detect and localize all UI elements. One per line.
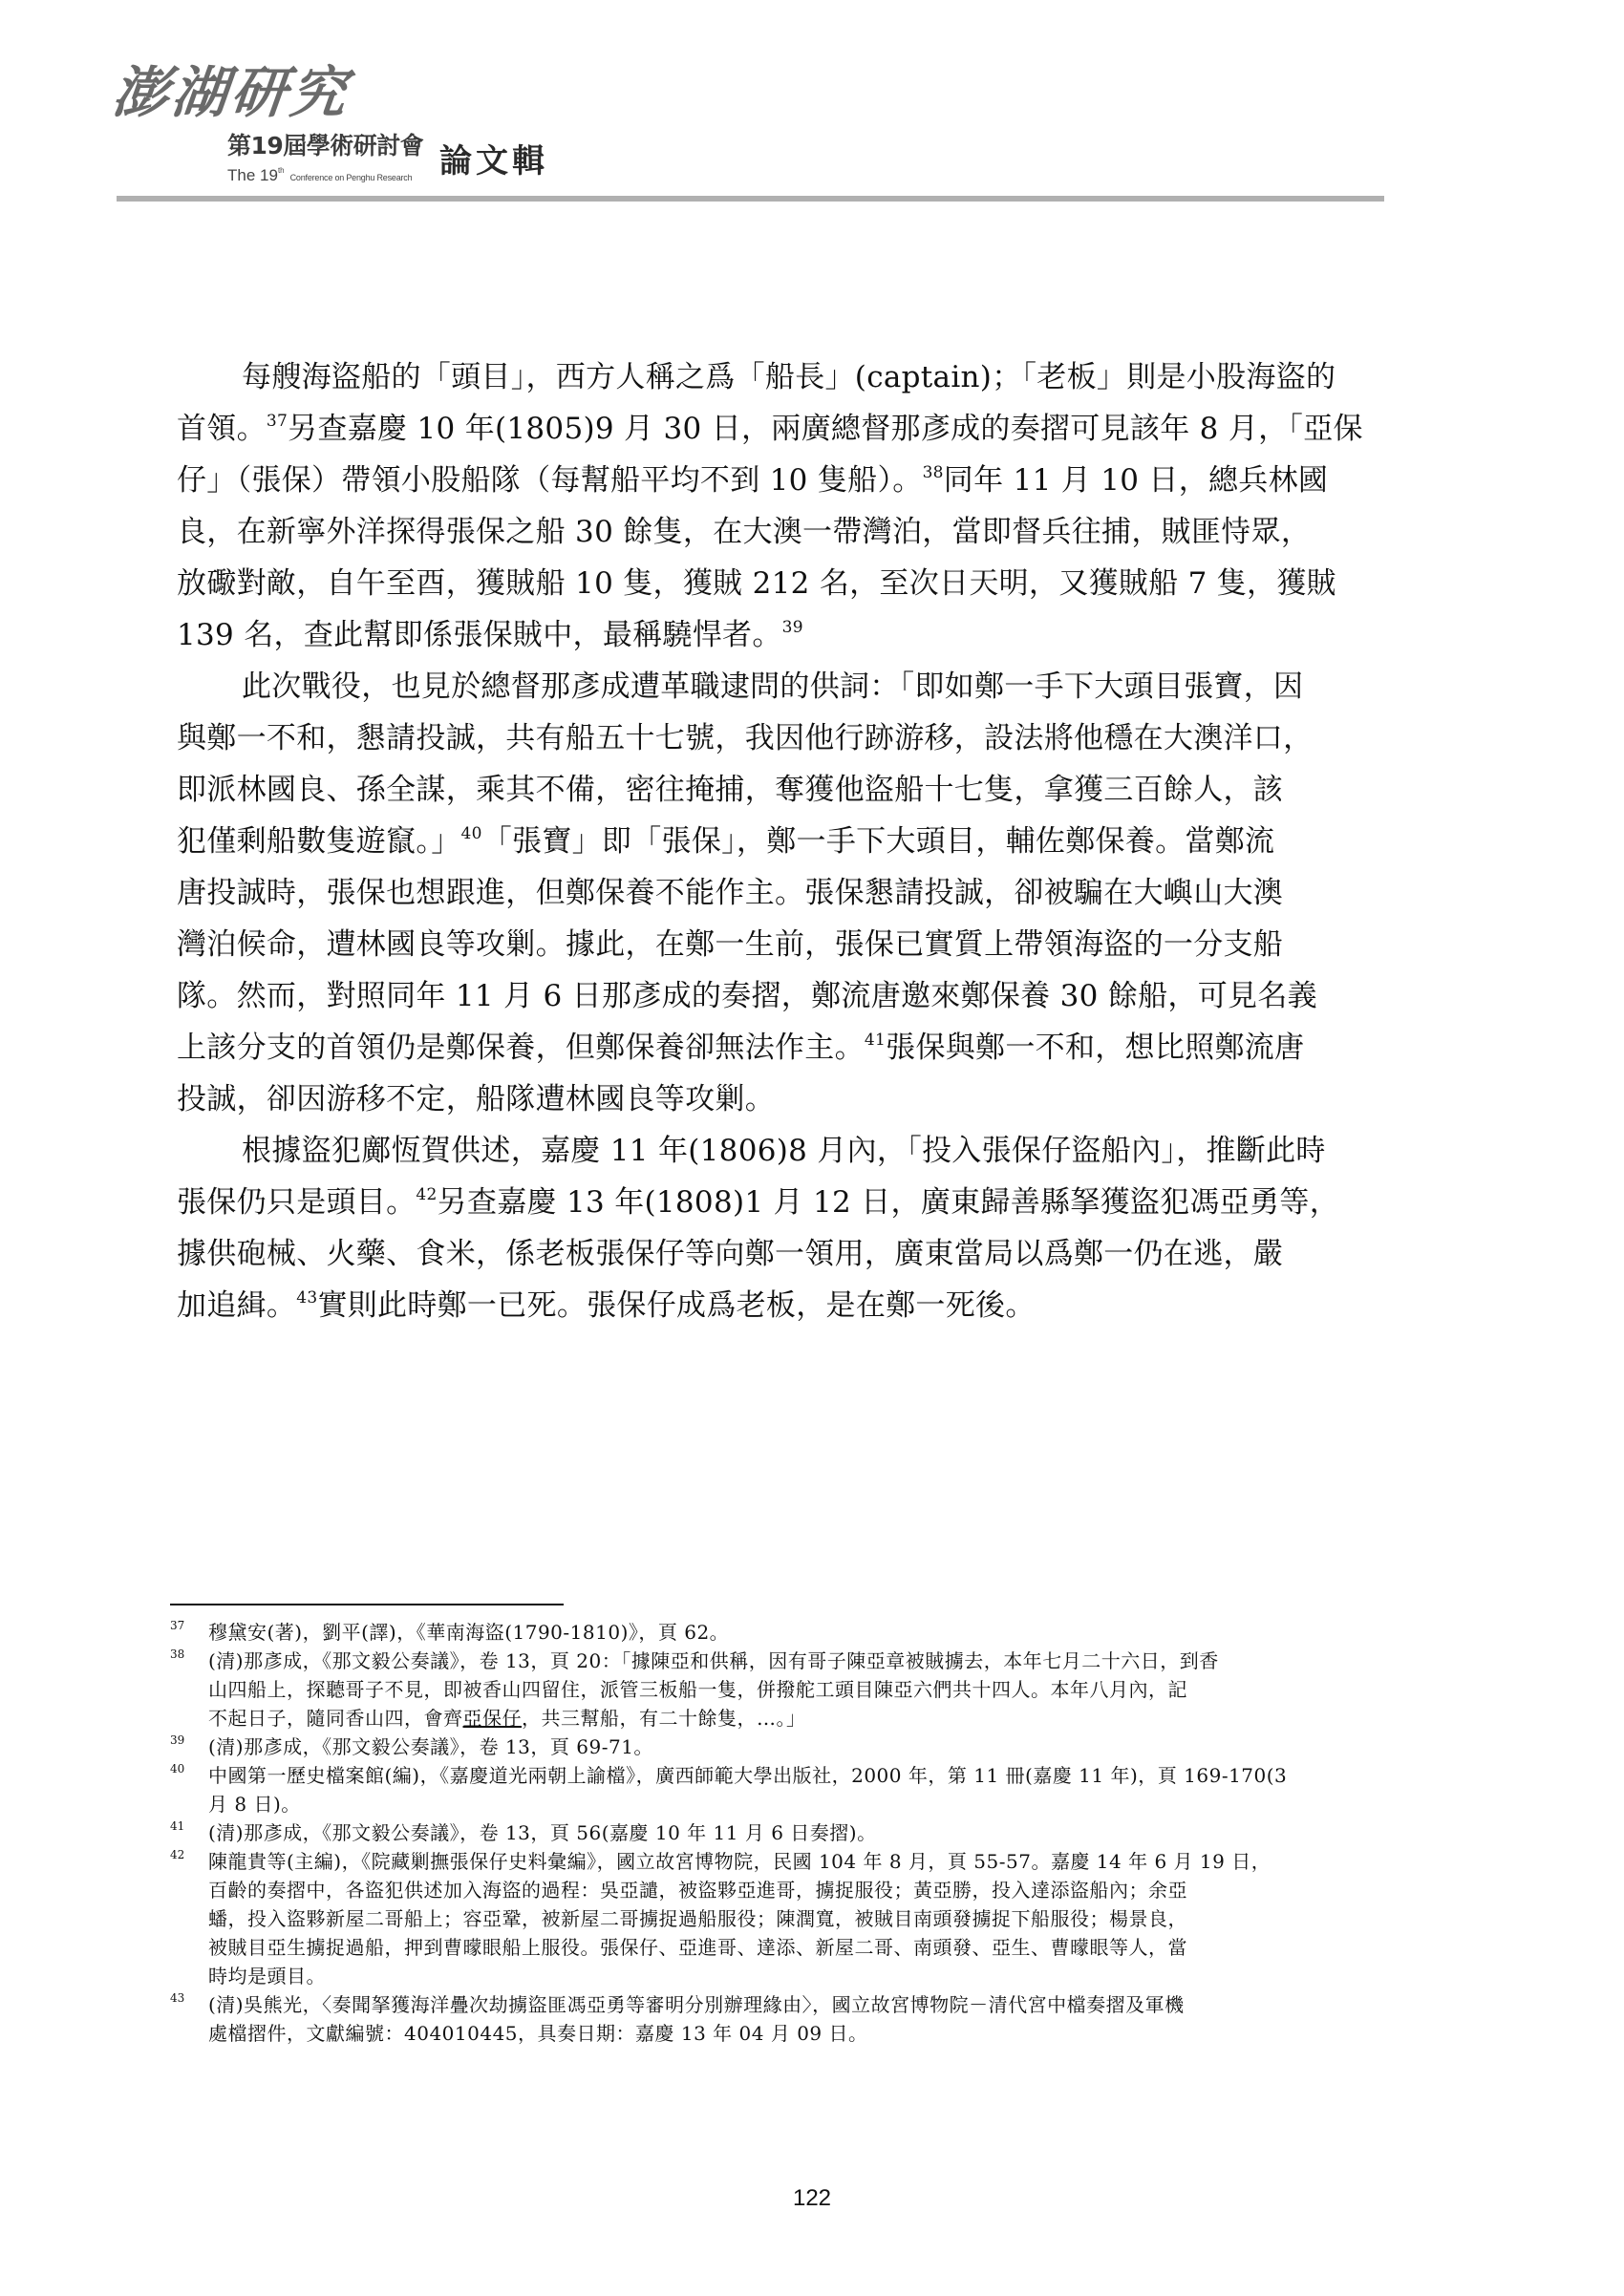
text-line: 放礮對敵，自午至酉，獲賊船 10 隻，獲賊 212 名，至次日天明，又獲賊船 7 隻，獲賊 [177,566,1336,601]
footnote-line: (清)那彥成，《那文毅公奏議》，卷 13，頁 69-71。 [208,1735,653,1758]
text-line: 139 名，查此幫即係張保賊中，最稱驍悍者。$^{39}$ [177,618,803,652]
footnote-reference[interactable]: 38 [922,463,944,482]
footnote-line: 中國第一歷史檔案館(編)，《嘉慶道光兩朝上諭檔》，廣西師範大學出版社，2000 年，第 11 冊(嘉慶 11 年)，頁 169-170(3 [208,1764,1288,1787]
footnote-line: 穆黛安(著)，劉平(譯)，《華南海盜(1790-1810)》，頁 62。 [208,1621,730,1644]
footnote-item [170,1618,1441,1647]
footnote-item [170,1761,1441,1818]
footnote-line: 時均是頭目。 [208,1965,326,1988]
footnote-line: (清)那彥成，《那文毅公奏議》，卷 13，頁 56(嘉慶 10 年 11 月 6 日奏摺)。 [208,1821,877,1844]
footnote-item [170,1990,1441,2048]
page-header [0,0,1624,205]
text-line: 即派林國良、孫全謀，乘其不備，密往掩捕，奪獲他盜船十七隻，拿獲三百餘人，該 [177,773,1284,807]
footnote-reference[interactable]: 40 [460,824,482,843]
text-line: 仔」（張保）帶領小股船隊（每幫船平均不到 10 隻船）。$^{38}$同年 11 月 10 日，總兵林國 [177,463,1329,498]
text-line: 張保仍只是頭目。$^{42}$另查嘉慶 13 年(1808)1 月 12 日，廣東歸善縣拏獲盜犯馮亞勇等， [177,1185,1340,1220]
footnote-item [170,1847,1441,1990]
footnote-divider [170,1604,564,1605]
footnote-reference[interactable]: 41 [864,1031,887,1050]
header-divider [117,196,1384,202]
footnote-line: 不起日子，隨同香山四，會齊亞保仔，共三幫船，有二十餘隻，…。」 [208,1707,806,1730]
text-line: 此次戰役，也見於總督那彥成遭革職逮問的供詞：「即如鄭一手下大頭目張寶，因 [242,670,1304,704]
footnote-number: 38 [170,1648,185,1661]
footnote-line: 被賊目亞生擄捉過船，押到曹曚眼船上服役。張保仔、亞進哥、達添、新屋二哥、南頭發、亞生、曹曚眼等人，當 [208,1936,1187,1959]
conference-en-prefix: The 19 [227,166,278,184]
footnote-item [170,1647,1441,1733]
footnote-number: 40 [170,1762,185,1775]
page-number: 122 [792,2185,832,2211]
conference-en-suffix: Conference on Penghu Research [289,173,413,182]
paragraph [177,351,1430,661]
footnote-reference[interactable]: 39 [781,618,803,637]
footnote-reference[interactable]: 43 [296,1288,318,1307]
footnote-number: 43 [170,1991,185,2005]
footnote-line: 處檔摺件，文獻編號：404010445，具奏日期：嘉慶 13 年 04 月 09 日。 [208,2022,868,2045]
footnotes [170,1618,1441,2048]
footnote-line: 山四船上，探聽哥子不見，即被香山四留住，派管三板船一隻，併撥舵工頭目陳亞六們共十四人。本年八月內，記 [208,1678,1187,1701]
text-line: 犯僅剩船數隻遊竄。」$^{40}$「張寶」即「張保」，鄭一手下大頭目，輔佐鄭保養。當鄭流 [177,824,1275,859]
text-line: 唐投誠時，張保也想跟進，但鄭保養不能作主。張保懇請投誠，卻被騙在大嶼山大澳 [177,876,1284,910]
text-line: 據供砲械、火藥、食米，係老板張保仔等向鄭一領用，廣東當局以爲鄭一仍在逃，嚴 [177,1237,1284,1271]
proceedings-label: 論文輯 [439,142,548,181]
paragraph [177,661,1430,1125]
main-body-text [177,351,1430,1331]
text-line: 隊。然而，對照同年 11 月 6 日那彥成的奏摺，鄭流唐邀來鄭保養 30 餘船，可見名義 [177,979,1317,1013]
text-line: 與鄭一不和，懇請投誠，共有船五十七號，我因他行跡游移，設法將他穩在大澳洋口， [177,721,1314,755]
footnote-number: 37 [170,1619,185,1632]
text-line: 每艘海盜船的「頭目」，西方人稱之爲「船長」(captain)；「老板」則是小股海盜的 [242,360,1336,394]
footnote-line: (清)那彥成，《那文毅公奏議》，卷 13，頁 20：「據陳亞和供稱，因有哥子陳亞章被賊擄去，本年七月二十六日，到香 [208,1649,1219,1672]
text-line: 投誠，卻因游移不定，船隊遭林國良等攻剿。 [177,1082,775,1116]
conference-title-zh: 第19屆學術研討會 [227,132,424,159]
footnote-item [170,1818,1441,1847]
conference-title-en [227,167,412,183]
text-line: 首領。$^{37}$另查嘉慶 10 年(1805)9 月 30 日，兩廣總督那彥成的奏摺可見該年 8 月，「亞保 [177,412,1363,446]
text-line: 根據盜犯鄺恆賀供述，嘉慶 11 年(1806)8 月內，「投入張保仔盜船內」，推斷此時 [242,1134,1326,1168]
text-line: 灣泊候命，遭林國良等攻剿。據此，在鄭一生前，張保已實質上帶領海盜的一分支船 [177,927,1284,962]
footnote-reference[interactable]: 37 [266,412,288,431]
conference-en-ordinal: th [277,166,285,175]
footnote-line: 陳龍貴等(主編)，《院藏剿撫張保仔史料彙編》，國立故宮博物院，民國 104 年 8 月，頁 55-57。嘉慶 14 年 6 月 19 日， [208,1850,1271,1873]
footnote-line: 蟠，投入盜夥新屋二哥船上；容亞鞏，被新屋二哥擄捉過船服役；陳潤寬，被賊目南頭發擄捉下船服役；楊景良， [208,1907,1187,1930]
footnote-number: 42 [170,1848,185,1861]
paragraph [177,1125,1430,1331]
text-line: 加追緝。$^{43}$實則此時鄭一已死。張保仔成爲老板，是在鄭一死後。 [177,1288,1036,1323]
footnote-line: 百齡的奏摺中，各盜犯供述加入海盜的過程：吳亞譴，被盜夥亞進哥，擄捉服役；黃亞勝，投入達添盜船內；余亞 [208,1879,1187,1902]
footnote-reference[interactable]: 42 [416,1185,438,1204]
footnote-line: (清)吳熊光，〈奏聞拏獲海洋疊次劫擄盜匪馮亞勇等審明分別辦理緣由〉，國立故宮博物院－清代宮中檔奏摺及軍機 [208,1993,1185,2016]
footnote-item [170,1733,1441,1761]
text-line: 上該分支的首領仍是鄭保養，但鄭保養卻無法作主。$^{41}$張保與鄭一不和，想比照鄭流唐 [177,1031,1305,1065]
journal-logo-title: 澎湖研究 [109,60,353,125]
footnote-number: 41 [170,1819,185,1833]
footnote-number: 39 [170,1733,185,1747]
text-line: 良，在新寧外洋探得張保之船 30 餘隻，在大澳一帶灣泊，當即督兵往捕，賊匪恃眾， [177,515,1312,549]
footnote-line: 月 8 日)。 [208,1793,301,1816]
underlined-text: 亞保仔 [462,1707,522,1730]
